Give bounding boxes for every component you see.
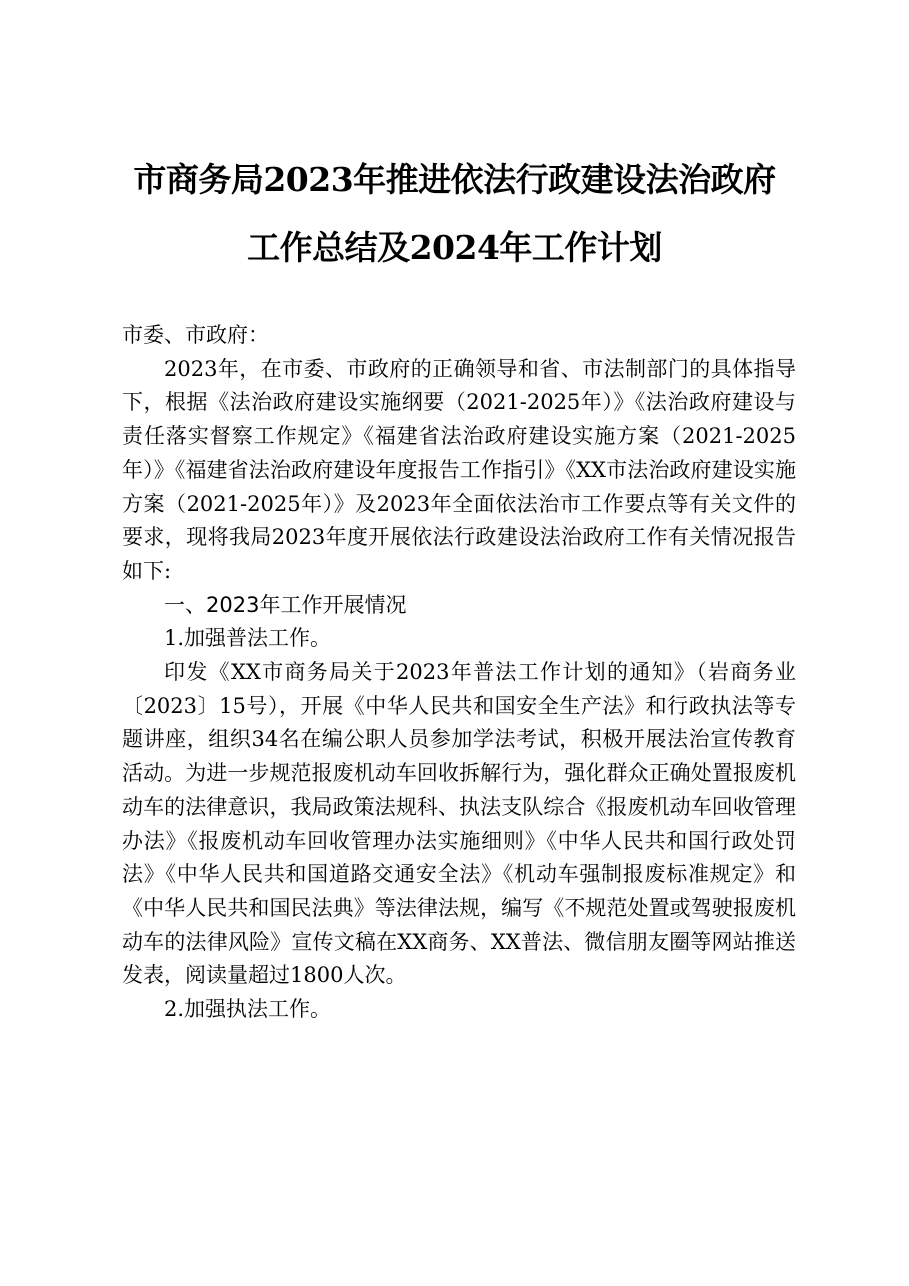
document-title-line-2: 工作总结及2024年工作计划 xyxy=(247,228,662,267)
intro-paragraph: 2023年，在市委、市政府的正确领导和省、市法制部门的具体指导下，根据《法治政府建设实施纲要（2021-2025年）》《法治政府建设与责任落实督察工作规定》《福建省法治政府建设实施方案（2021-2025年）》《福建省法治政府建设年度报告工作指引》《XX市法治政府建设实施方案（2021-2025年）》及2023年全面依法治市工作要点等有关文件的要求，现将我局2023年度开展依法行政建设法治政府工作有关情况报告如下: xyxy=(122,356,796,583)
document-title-line-1: 市商务局2023年推进依法行政建设法治政府 xyxy=(133,160,776,199)
section-heading: 一、2023年工作开展情况 xyxy=(164,592,407,617)
document-body xyxy=(122,319,796,1027)
salutation: 市委、市政府： xyxy=(122,323,269,347)
item-2-title: 2.加强执法工作。 xyxy=(164,997,332,1022)
item-1-paragraph: 印发《XX市商务局关于2023年普法工作计划的通知》（岩商务业〔2023〕15号），开展《中华人民共和国安全生产法》和行政执法等专题讲座，组织34名在编公职人员参加学法考试，积极开展法治宣传教育活动。为进一步规范报废机动车回收拆解行为，强化群众正确处置报废机动车的法律意识，我局政策法规科、执法支队综合《报废机动车回收管理办法》《报废机动车回收管理办法实施细则》《中华人民共和国行政处罚法》《中华人民共和国道路交通安全法》《机动车强制报废标准规定》和《中华人民共和国民法典》等法律法规，编写《不规范处置或驾驶报废机动车的法律风险》宣传文稿在XX商务、XX普法、微信朋友圈等网站推送发表，阅读量超过1800人次。 xyxy=(122,660,796,988)
item-1-title: 1.加强普法工作。 xyxy=(164,626,332,651)
